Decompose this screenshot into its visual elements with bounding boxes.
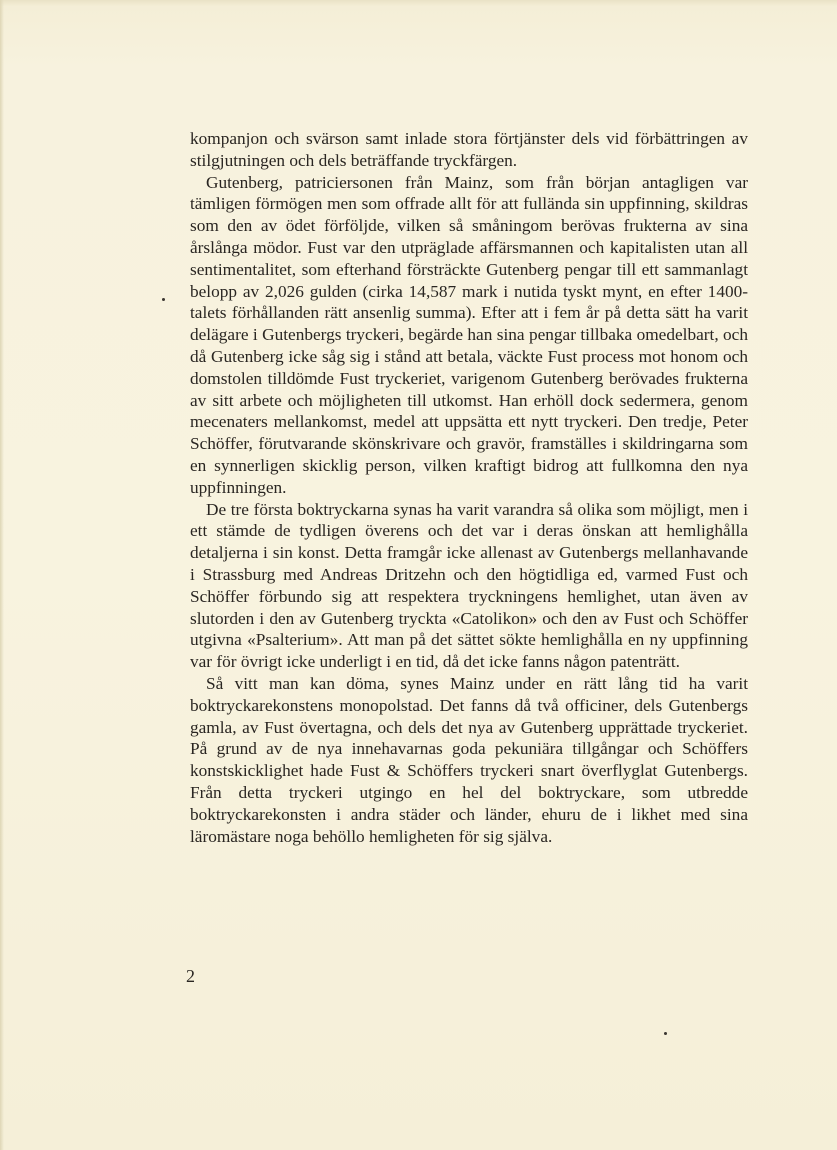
speck-mark [162, 298, 165, 301]
paragraph-3: De tre första boktryckarna synas ha varit varandra så olika som möjligt, men i ett stämde de tydligen överens och det var i deras önskan att hemlighålla detaljerna i sin konst. Detta framgår icke allenast av Gutenbergs mellanhavande i Strassburg med Andreas Dritzehn och den högtidliga ed, varmed Fust och Schöffer förbundo sig att respektera tryckningens hemlighet, utan även av slutorden i den av Gutenberg tryckta «Catolikon» och den av Fust och Schöffer utgivna «Psalterium». Att man på det sättet sökte hemlighålla en ny uppfinning var för övrigt icke underligt i en tid, då det icke fanns någon patenträtt. [190, 499, 748, 672]
page-left-edge [0, 0, 4, 1150]
paragraph-2: Gutenberg, patriciersonen från Mainz, som från början antagligen var tämligen förmögen men som offrade allt för att fullända sin uppfinning, skildras som den av ödet förföljde, vilken så småningom berövas frukterna av sina årslånga mödor. Fust var den utpräglade affärsmannen och kapitalisten utan all sentimentalitet, som efterhand försträckte Gutenberg pengar till ett sammanlagt belopp av 2,026 gulden (cirka 14,587 mark i nutida tyskt mynt, en efter 1400-talets förhållanden rätt ansenlig summa). Efter att i fem år på detta sätt ha varit delägare i Gutenbergs tryckeri, begärde han sina pengar tillbaka omedelbart, och då Gutenberg icke såg sig i stånd att betala, väckte Fust process mot honom och domstolen tilldömde Fust tryckeriet, varigenom Gutenberg berövades frukterna av sitt arbete och möjligheten till utkomst. Han erhöll dock sedermera, genom mecenaters mellankomst, medel att uppsätta ett nytt tryckeri. Den tredje, Peter Schöffer, förutvarande skönskrivare och gravör, framställes i skildringarna som en synnerligen skicklig person, vilken kraftigt bidrog att fullkomna den nya uppfinningen. [190, 172, 748, 497]
body-text [190, 128, 748, 847]
page-top-edge [0, 0, 837, 6]
speck-mark [664, 1032, 667, 1035]
paragraph-4: Så vitt man kan döma, synes Mainz under en rätt lång tid ha varit boktryckarekonstens monopolstad. Det fanns då två officiner, dels Gutenbergs gamla, av Fust övertagna, och dels det nya av Gutenberg upprättade tryckeriet. På grund av de nya innehavarnas goda pekuniära tillgångar och Schöffers konstskicklighet hade Fust & Schöffers tryckeri snart överflyglat Gutenbergs. Från detta tryckeri utgingo en hel del boktryckare, som utbredde boktryckarekonsten i andra städer och länder, ehuru de i likhet med sina läromästare noga behöllo hemligheten för sig själva. [190, 673, 748, 846]
page-number: 2 [186, 966, 195, 986]
paragraph-1: kompanjon och svärson samt inlade stora förtjänster dels vid förbättringen av stilgjutningen och dels beträffande tryckfärgen. [190, 129, 748, 170]
